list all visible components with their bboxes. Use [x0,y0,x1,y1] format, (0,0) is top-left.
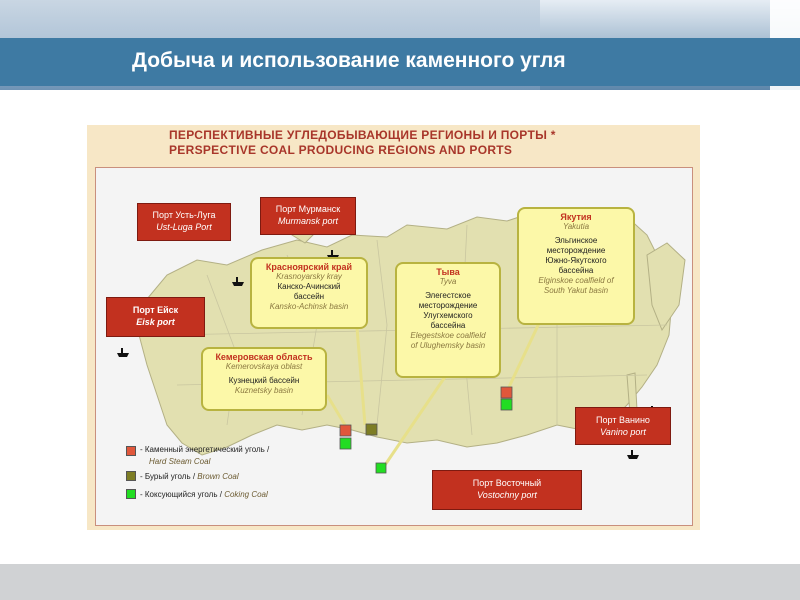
deposit-ru: Канско-Ачинский [277,282,341,291]
coal-marker-hard-steam [340,425,351,436]
map-title-ru: ПЕРСПЕКТИВНЫЕ УГЛЕДОБЫВАЮЩИЕ РЕГИОНЫ И ПОРТЫ * [169,128,556,142]
region-name-ru: Якутия [560,212,592,222]
region-name-ru: Кемеровская область [215,352,313,362]
legend-label-en: Brown Coal [197,472,239,481]
deposit-ru: месторождение [546,246,606,255]
deposit-ru: бассейн [293,292,325,301]
deposit-ru: Эльгинское [554,236,598,245]
port-eisk [106,297,205,337]
footer-bar [0,564,800,600]
deposit-ru: Улугхемского [423,311,473,320]
deposit-ru: Южно-Якутского [545,256,607,265]
deposit-en: Kuznetsky basin [234,386,294,395]
port-label-ru: Порт Ейск [132,305,179,315]
coal-marker-coking [376,463,386,473]
region-yakutia [517,207,635,325]
port-label-ru: Порт Ванино [596,415,650,425]
deposit-en: of Ulughemsky basin [410,341,486,350]
ship-icon [117,348,129,357]
port-vostochny [432,470,582,510]
region-name-en: Tyva [439,277,457,286]
legend-swatch-hard-steam [126,446,136,456]
coal-marker-coking [340,438,351,449]
port-vanino [575,407,671,445]
legend-label-en: Coking Coal [224,490,268,499]
port-label-ru: Порт Усть-Луга [152,210,216,220]
page-title: Добыча и использование каменного угля [132,49,566,72]
deposit-en: Elginskoe coalfield of [538,276,614,285]
legend-item-hard-steam [140,445,269,454]
port-murmansk [260,197,356,235]
ship-icon [627,450,639,459]
coal-marker-brown [366,424,377,435]
port-label-en: Murmansk port [277,216,339,226]
region-name-en: Krasnoyarsky kray [276,272,342,281]
region-name-ru: Тыва [436,267,460,277]
deposit-en: Kansko-Achinsk basin [269,302,349,311]
region-name-en: Yakutia [562,222,590,231]
deposit-en: South Yakut basin [543,286,609,295]
deposit-ru: Элегестское [425,291,471,300]
region-name-ru: Красноярский край [265,262,353,272]
coal-marker-hard-steam [501,387,512,398]
port-label-en: Vanino port [600,427,646,437]
port-label-en: Ust-Luga Port [156,222,212,232]
region-tyva [395,262,501,378]
region-name-en: Kemerovskaya oblast [225,362,303,371]
deposit-en: Elegestskoe coalfield [410,331,486,340]
deposit-ru: бассейна [558,266,594,275]
port-ust-luga [137,203,231,241]
legend-swatch-brown [126,471,136,481]
port-label-ru: Порт Мурманск [275,204,341,214]
region-krasnoyarsk [250,257,368,329]
port-label-ru: Порт Восточный [472,478,542,488]
legend-item-coking [140,490,268,499]
port-label-en: Eisk port [136,317,175,327]
legend-label-en: Hard Steam Coal [149,457,211,466]
legend-item-brown [140,472,239,481]
deposit-ru: месторождение [418,301,478,310]
header [0,0,800,90]
legend-swatch-coking [126,489,136,499]
coal-marker-coking [501,399,512,410]
map-title-en: PERSPECTIVE COAL PRODUCING REGIONS AND PORTS [169,143,513,157]
legend-label-ru: - Коксующийся уголь / [140,490,222,499]
legend-label-ru: - Бурый уголь / [140,472,196,481]
deposit-ru: Кузнецкий бассейн [228,376,300,385]
deposit-ru: бассейна [430,321,466,330]
map-frame [87,125,700,530]
region-kemerovo [201,347,327,411]
legend-item-hard-steam-en [149,457,210,466]
legend-label-ru: - Каменный энергетический уголь / [140,445,270,454]
port-label-en: Vostochny port [477,490,537,500]
